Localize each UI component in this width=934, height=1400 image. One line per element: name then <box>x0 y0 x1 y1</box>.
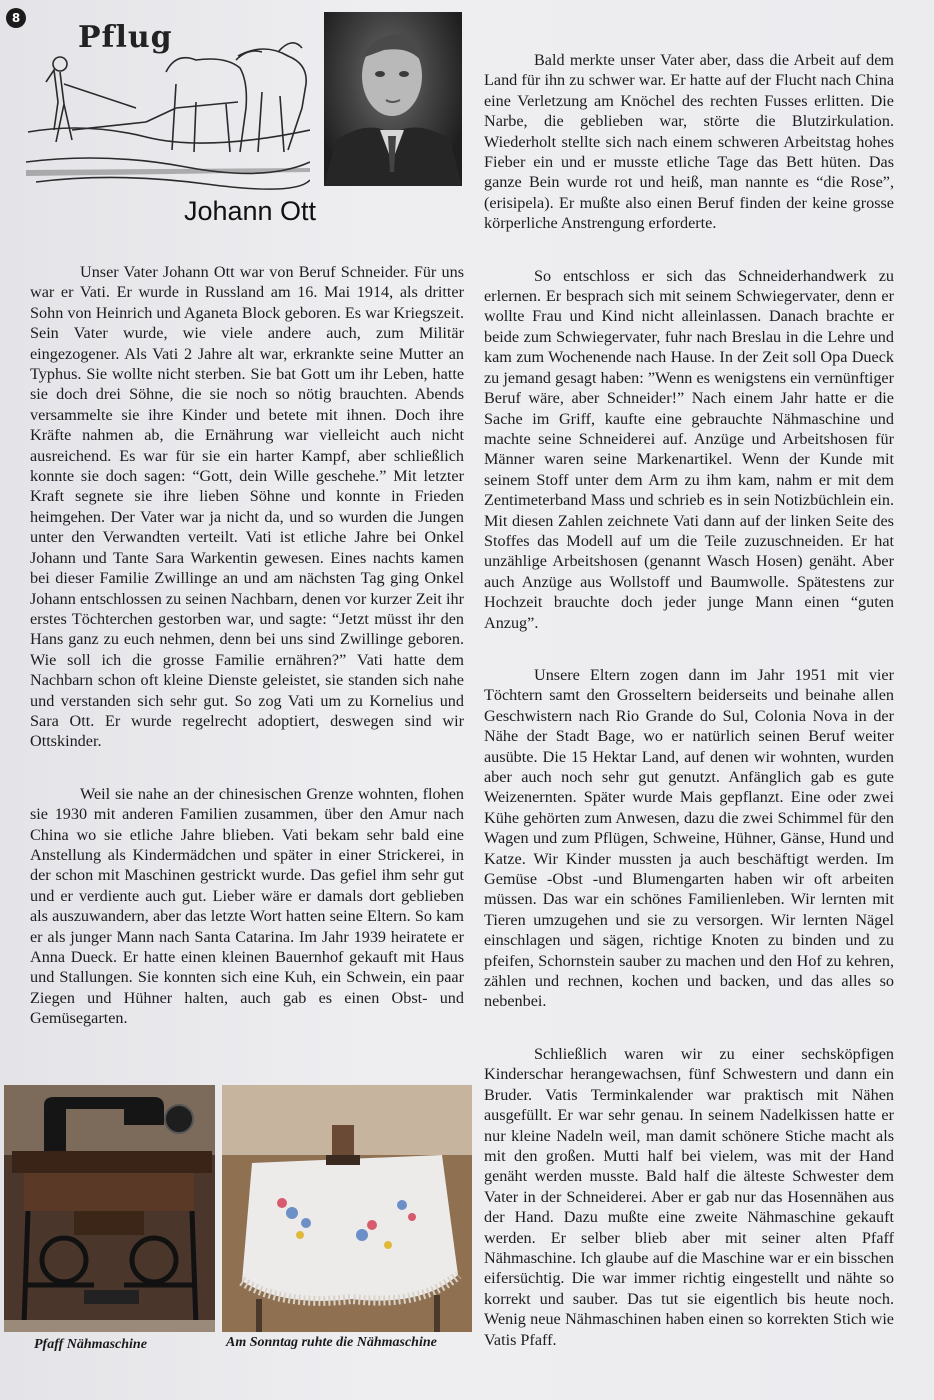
right-text-column <box>484 50 894 1382</box>
portrait-figure <box>324 12 462 186</box>
paragraph: Unsere Eltern zogen dann im Jahr 1951 mit vier Töchtern samt den Grosseltern beiderseits und beinahe allen Geschwistern nach Rio Grande do Sul, Colonia Nova in der Nähe der Stadt Bage, wo er natürlich seinen Beruf weiter ausübte. Die 15 Hektar Land, auf denen wir wohnten, wurden aber auch noch sehr gut genutzt. Anfänglich gab es gute Weizenernten. Später wurde Mais gepflanzt. Eine oder zwei Kühe gehörten zum Anwesen, dazu die zwei Schimmel für den Wagen und zum Pflügen, Schweine, Hühner, Gänse, Hund und Katze. Wir Kinder mussten ja auch beschäftigt werden. Im Gemüse -Obst -und Blumengarten haben wir oft arbeiten müssen. Das war ein schönes Familienleben. Wir lernten mit Tieren umzugehen und sie zu versorgen. Wir lernten Nägel einschlagen und sägen, richtige Knoten zu binden und zu pfeifen, Schornstein sauber zu machen und den Hof zu kehren, zählen und rechnen, kochen und backen, und das alles so nebenbei. <box>484 665 894 1011</box>
logo-wordmark: Pflug <box>78 20 173 55</box>
embroidered-tablecloth-photo <box>222 1085 472 1332</box>
paragraph: Unser Vater Johann Ott war von Beruf Schneider. Für uns war er Vati. Er wurde in Russland am 16. Mai 1914, als dritter Sohn von Heinrich und Aganeta Block geboren. Es war Kriegszeit. Sein Vater wurde, wie viele andere auch, zum Militär eingezogener. Als Vati 2 Jahre alt war, erkrankte seine Mutter an Typhus. Sie wollte nicht sterben. Sie bat Gott um ihr Leben, hatte sie doch drei Söhne, die sie noch so nötig brauchten. Abends versammelte sie ihre Kinder und betete mit ihnen. Doch ihre Kräfte nahmen ab, die Ernährung war vielleicht auch nicht ausreichend. Es war für sie ein harter Kampf, aber schließlich konnte sie doch sagen: “Gott, dein Wille geschehe.” Mit letzter Kraft segnete sie ihre lieben Söhne und konnte in Frieden heimgehen. Der Vater war ja nicht da, und so wurden die Jungen unter den Verwandten verteilt. Vati ist etliche Jahre bei Onkel Johann und Tante Sara Warkentin gewesen. Eines nachts kamen bei dieser Familie Zwillinge an und am nächsten Tag ging Onkel Johann entschlossen zu seinen Nachbarn, denen vor kurzer Zeit ihr erstes Töchterchen gestorben war, und sagte: “Jetzt müsst ihr den Hans ganz zu euch nehmen, denn bei uns sind Zwillinge geboren. Wie soll ich die grosse Familie ernähren?” Vati hatte dem Nachbarn schon oft kleine Dienste geleistet, sie standen sich nahe und verstanden sich sehr gut. So zog Vati um zu Kornelius und Sara Ott. Er wurde regelrecht adoptiert, deswegen sind wir Ottskinder. <box>30 263 464 751</box>
caption-sewing-machine: Pfaff Nähmaschine <box>34 1337 147 1352</box>
left-text-column <box>30 262 464 1061</box>
page-number-badge: 8 <box>6 8 26 28</box>
portrait-photo <box>324 12 462 186</box>
tablecloth-image <box>222 1085 472 1332</box>
paragraph: Schließlich waren wir zu einer sechsköpfigen Kinderschar herangewachsen, fünf Schwestern und dann ein Bruder. Vatis Terminkalender war praktisch mit Nähen ausgefüllt. Er war sehr genau. In seinem Nadelkissen hatte er nur kleine Nadeln weil, man damit schönere Stiche macht als mit den großen. Mutti half bei vielem, was mit der Hand genäht werden musste. Bald half die älteste Schwester dem Vater in der Schneiderei. Aber er gab nur das Hosennähen aus der Hand. Dazu mußte eine zweite Nähmaschine gekauft werden. Er selber blieb aber mit seiner alten Pfaff Nähmaschine. Ich glaube auf die Maschine war er ein bisschen eifersüchtig. Die war immer richtig eingestellt und nähte so korrekt und sauber. Das tut sie eigentlich bis heute noch. Wenig neue Nähmaschinen haben einen so korrekten Stich wie Vatis Pfaff. <box>484 1044 894 1349</box>
paragraph: So entschloss er sich das Schneiderhandwerk zu erlernen. Er besprach sich mit seinem Schwiegervater, denn er wollte Frau und Kind nicht alleinlassen. Danach brachte er beide zum Schwiegervater, fuhr nach Breslau in die Lehre und kam zum Wochenende nach Hause. In der Zeit soll Opa Dueck zu jemand gesagt haben: ”Wenn es wenigstens ein vernünftiger Beruf wäre, aber Schneider!” Nach einem Jahr hatte er die Sache im Griff, kaufte eine gebrauchte Nähmaschine und machte seine Schneiderei auf. Anzüge und Arbeitshosen für Männer waren seine Markenartikel. Wenn der Kunde mit seinem Stoff unter dem Arm zu ihm kam, nahm er mit dem Zentimeterband Mass und schrieb es in sein Notizbüchlein ein. Mit diesen Zahlen zeichnete Vati dann auf der linken Seite des Stoffes das Modell auf um die Teile zuzuschneiden. Er hat unzählige Arbeitshosen (genannt Wasch Hosen) genäht. Aber auch Anzüge aus Wollstoff und Baumwolle. Spätestens zur Hochzeit brauchte doch jeder junge Mann einen “guten Anzug”. <box>484 266 894 632</box>
pflug-logo <box>26 12 310 190</box>
sewing-machine-photo <box>4 1085 215 1332</box>
article-title: Johann Ott <box>183 196 317 226</box>
paragraph: Bald merkte unser Vater aber, dass die Arbeit auf dem Land für ihn zu schwer war. Er hatte auf der Flucht nach China eine Verletzung am Knöchel des rechten Fusses erlitten. Die Narbe, die geblieben war, störte die Blutzirkulation. Wiederholt stellte sich nach einem schweren Arbeitstag hohes Fieber ein und er musste etliche Tage das Bett hüten. Das ganze Bein wurde rot und heiß, man nannte es “die Rose”, (erisipela). Er mußte also einen Beruf finden der keine grosse körperliche Anstrengung erforderte. <box>484 51 894 233</box>
sewing-machine-image <box>4 1085 215 1332</box>
paragraph: Weil sie nahe an der chinesischen Grenze wohnten, flohen sie 1930 mit anderen Familien zusammen, über den Amur nach China wo sie etliche Jahre blieben. Vati bekam sehr bald eine Anstellung als Kindermädchen und später in einer Strickerei, in der schon mit Maschinen gestrickt wurde. Das gefiel ihm sehr gut und er verdiente auch gut. Lieber wäre er damals dort geblieben als auszuwandern, aber das letzte Wort hatten seine Eltern. So kam er als junger Mann nach Santa Catarina. Im Jahr 1939 heiratete er Anna Dueck. Er hatte einen kleinen Bauernhof gekauft mit Haus und Stallungen. Sie konnten sich eine Kuh, ein Schwein, ein paar Ziegen und Hühner halten, auch gab es einen Obst- und Gemüsegarten. <box>30 784 464 1028</box>
caption-tablecloth: Am Sonntag ruhte die Nähmaschine <box>226 1335 437 1350</box>
